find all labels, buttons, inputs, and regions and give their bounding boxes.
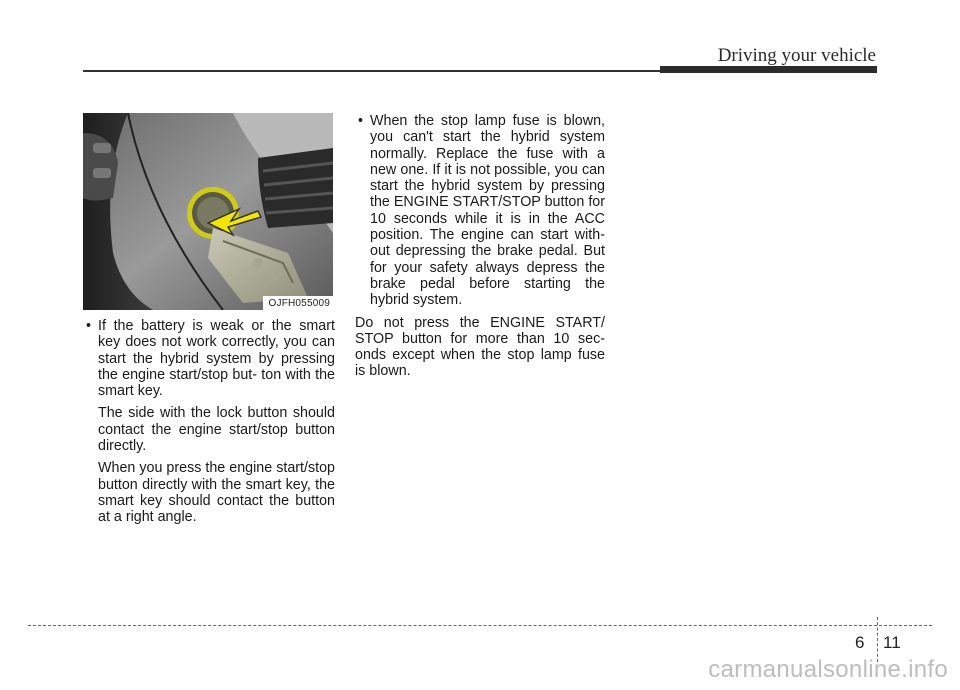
bullet-marker: • [358, 113, 364, 129]
header-rule-thin [83, 70, 683, 72]
header-rule-thick [660, 66, 877, 73]
body-paragraph: Do not press the ENGINE START/ STOP button for more than 10 sec- onds except when the stop lamp fuse is blown. [355, 314, 605, 380]
page-number: 11 [883, 633, 901, 652]
right-column [355, 113, 605, 380]
left-column [83, 318, 335, 526]
indent-paragraph: When you press the engine start/stop button directly with the smart key, the smart key should contact the button at a right angle. [98, 460, 335, 526]
figure-illustration [83, 113, 333, 310]
chapter-number: 6 [855, 633, 865, 652]
figure-photo [83, 113, 333, 310]
footer-rule [28, 625, 932, 626]
bullet-marker: • [86, 318, 92, 334]
air-vent-icon [258, 148, 333, 228]
bullet-text: When the stop lamp fuse is blown, you can't start the hybrid system normally. Replace the fuse with a new one. If it is not possible, you can start the hybrid system by pressing the ENGINE START/STOP button for 10 seconds while it is in the ACC position. The engine can start with- out depressing the brake pedal. But for your safety always depress the brake pedal before starting the hybrid system. [370, 113, 605, 309]
header-title: Driving your vehicle [717, 45, 876, 66]
figure-caption: OJFH055009 [263, 296, 333, 310]
watermark: carmanualsonline.info [708, 656, 948, 683]
bullet-text: If the battery is weak or the smart key does not work correctly, you can start the hybrid system by pressing the engine start/stop but- ton with the smart key. [98, 318, 335, 400]
indent-paragraph: The side with the lock button should contact the engine start/stop button directly. [98, 405, 335, 455]
bullet-item [355, 113, 605, 309]
bullet-item [83, 318, 335, 399]
